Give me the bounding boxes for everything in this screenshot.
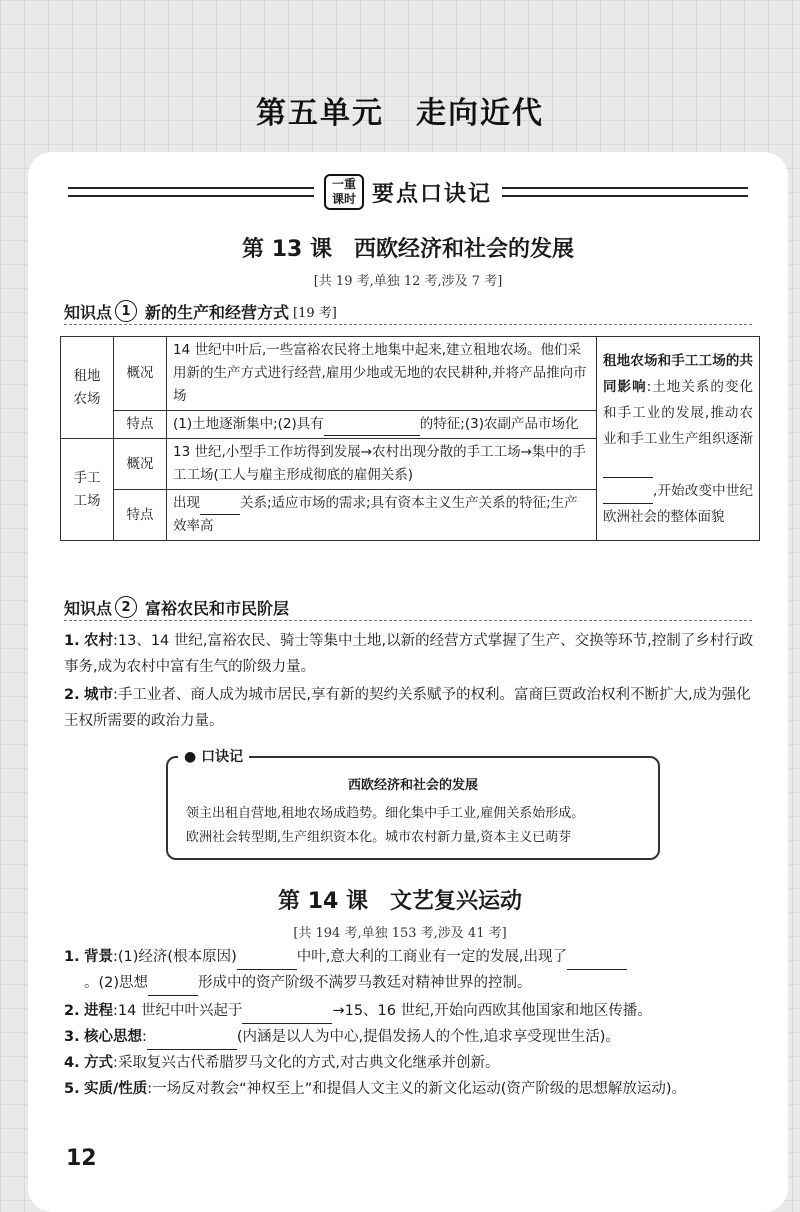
item-key: 核心思想 — [84, 1029, 142, 1045]
verse-tag — [178, 746, 249, 766]
badge-box — [324, 174, 364, 210]
sub-label: 特点 — [114, 411, 167, 439]
item-text: :14 世纪中叶兴起于 — [113, 1003, 243, 1019]
section-header — [68, 172, 748, 212]
side-note-a: :土地关系的变化和手工业的发展,推动农业和手工业生产组织逐渐 — [603, 378, 753, 447]
item-number: 2. — [64, 687, 80, 703]
item-number: 5. — [64, 1081, 80, 1097]
lesson13-title: 第 13 课 西欧经济和社会的发展 — [242, 237, 574, 262]
item-text: 形成中的资产阶级不满罗马教廷对精神世界的控制。 — [198, 975, 532, 991]
verse-title: 西欧经济和社会的发展 — [347, 778, 478, 793]
section-badge — [324, 174, 492, 210]
fill-blank[interactable] — [324, 435, 420, 436]
kp1-table — [60, 336, 760, 541]
verse-line-2: 欧洲社会转型期,生产组织资本化。城市农村新力量,资本主义已萌芽 — [186, 830, 572, 845]
item-text: :13、14 世纪,富裕农民、骑士等集中土地,以新的经营方式掌握了生产、交换等环节,控制了乡村行政事务,成为农村中富有生气的阶级力量。 — [64, 633, 754, 675]
kp2-label: 知识点 — [64, 598, 113, 618]
sub-label: 特点 — [114, 490, 167, 541]
verse-dot-icon: ● — [184, 749, 202, 765]
sub-label: 概况 — [114, 337, 167, 411]
side-note — [597, 337, 760, 541]
kp2-item-1 — [64, 628, 760, 680]
fill-blank[interactable] — [200, 514, 240, 515]
table-cell: 13 世纪,小型手工作坊得到发展→农村出现分散的手工工场→集中的手工工场(工人与雇主形成彻底的雇佣关系) — [167, 439, 597, 490]
verse-tag-label: 口诀记 — [201, 749, 244, 765]
kp1-header — [64, 298, 752, 325]
l14-item-3 — [64, 1024, 760, 1050]
kp2-header — [64, 594, 752, 621]
item-text: →15、16 世纪,开始向西欧其他国家和地区传播。 — [332, 1003, 652, 1019]
item-number: 3. — [64, 1029, 80, 1045]
verse-line-1: 领主出租自营地,租地农场成趋势。细化集中手工业,雇佣关系始形成。 — [186, 806, 585, 821]
item-text: :手工业者、商人成为城市居民,享有新的契约关系赋予的权利。富商巨贾政治权利不断扩大,成为强化王权所需要的政治力量。 — [64, 687, 751, 729]
item-text: (内涵是以人为中心,提倡发扬人的个性,追求享受现世生活)。 — [236, 1029, 620, 1045]
lesson14-title: 第 14 课 文艺复兴运动 — [278, 889, 522, 914]
item-key: 背景 — [84, 949, 113, 965]
header-rule-left — [68, 187, 314, 197]
badge-text: 要点口诀记 — [372, 181, 493, 207]
item-number: 1. — [64, 949, 80, 965]
category-cell: 手工 工场 — [61, 439, 114, 541]
item-number: 2. — [64, 1003, 80, 1019]
kp2-item-2 — [64, 682, 760, 734]
verse-box — [166, 749, 660, 860]
kp1-label: 知识点 — [64, 302, 113, 322]
badge-line1: 一重 — [331, 177, 356, 191]
kp2-number: 2 — [115, 596, 137, 618]
fill-blank[interactable] — [603, 477, 653, 478]
l14-item-5 — [64, 1076, 760, 1102]
cell-text: 的特征;(3)农副产品市场化 — [419, 416, 579, 432]
item-number: 1. — [64, 633, 80, 649]
item-key: 农村 — [84, 633, 113, 649]
cell-text: 关系;适应市场的需求;具有资本主义生产关系的特征;生产效率高 — [173, 495, 578, 534]
sub-label: 概况 — [114, 439, 167, 490]
unit-title: 第五单元 走向近代 — [256, 96, 544, 131]
l14-item-1 — [64, 944, 760, 996]
item-text: 中叶,意大利的工商业有一定的发展,出现了 — [296, 949, 567, 965]
item-text: : — [142, 1029, 147, 1045]
kp1-number: 1 — [115, 300, 137, 322]
page-number: 12 — [66, 1146, 97, 1171]
item-key: 实质/性质 — [84, 1081, 148, 1097]
table-cell — [167, 411, 597, 439]
item-text: :采取复兴古代希腊罗马文化的方式,对古典文化继承并创新。 — [113, 1055, 500, 1071]
table-cell: 14 世纪中叶后,一些富裕农民将土地集中起来,建立租地农场。他们采用新的生产方式进行经营,雇用少地或无地的农民耕种,并将产品推向市场 — [167, 337, 597, 411]
item-key: 方式 — [84, 1055, 113, 1071]
item-number: 4. — [64, 1055, 80, 1071]
table-row — [61, 337, 760, 411]
item-text: :一场反对教会“神权至上”和提倡人文主义的新文化运动(资产阶级的思想解放运动)。 — [147, 1081, 687, 1097]
cell-text: 出现 — [173, 495, 200, 511]
kp2-title: 富裕农民和市民阶层 — [145, 598, 290, 618]
lesson14-sub: [共 194 考,单独 153 考,涉及 41 考] — [293, 926, 507, 941]
l14-item-4 — [64, 1050, 760, 1076]
fill-blank[interactable] — [567, 969, 627, 970]
item-key: 城市 — [84, 687, 113, 703]
item-key: 进程 — [84, 1003, 113, 1019]
fill-blank[interactable] — [603, 503, 653, 504]
side-note-bold: 租地农场和手工工场的共同影响 — [603, 352, 753, 395]
item-text: 。(2)思想 — [84, 975, 149, 991]
fill-blank[interactable] — [237, 969, 297, 970]
header-rule-right — [502, 187, 748, 197]
l14-item-2 — [64, 998, 760, 1024]
badge-line2: 课时 — [331, 192, 356, 206]
kp1-note: [19 考] — [293, 305, 337, 321]
kp1-title: 新的生产和经营方式 — [145, 302, 290, 322]
side-note-b: ,开始改变中世纪欧洲社会的整体面貌 — [603, 482, 753, 525]
fill-blank[interactable] — [148, 995, 198, 996]
item-text: :(1)经济(根本原因) — [113, 949, 237, 965]
cell-text: (1)土地逐渐集中;(2)具有 — [173, 416, 324, 432]
lesson13-sub: [共 19 考,单独 12 考,涉及 7 考] — [313, 274, 503, 289]
category-cell: 租地 农场 — [61, 337, 114, 439]
table-cell — [167, 490, 597, 541]
